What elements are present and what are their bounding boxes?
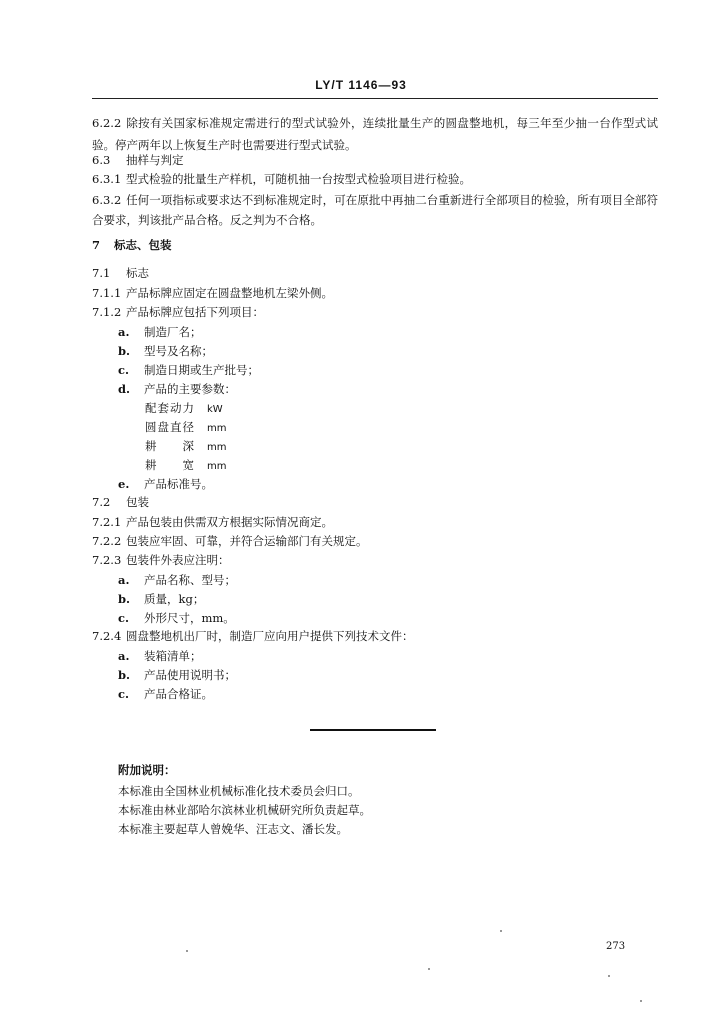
clause-title: 抽样与判定 <box>126 153 184 167</box>
list-text: 产品合格证。 <box>144 687 213 701</box>
clause-7-1-1 <box>92 286 333 300</box>
clause-7-2-4 <box>92 629 414 643</box>
list-text: 产品的主要参数： <box>144 382 236 396</box>
list-item <box>118 572 236 588</box>
clause-text: 产品标牌应固定在圆盘整地机左梁外侧。 <box>126 286 333 300</box>
list-text: 产品标准号。 <box>144 477 213 491</box>
list-marker: d. <box>118 382 131 396</box>
scan-speck <box>186 950 188 952</box>
notes-title: 附加说明： <box>118 763 176 777</box>
parameter-row <box>145 457 226 473</box>
clause-title: 包装 <box>126 495 149 509</box>
list-marker: c. <box>118 687 130 701</box>
list-marker: a. <box>118 649 130 663</box>
list-item <box>118 381 236 397</box>
parameter-unit: mm <box>207 423 227 434</box>
clause-number: 6.3 <box>92 153 111 167</box>
list-text: 制造日期或生产批号； <box>144 363 259 377</box>
list-marker: c. <box>118 363 130 377</box>
list-marker: b. <box>118 592 131 606</box>
clause-6-3-1 <box>92 172 471 186</box>
scan-speck <box>640 1000 642 1002</box>
clause-7-2-1 <box>92 515 333 529</box>
header-rule <box>92 98 658 99</box>
list-item <box>118 591 204 607</box>
note-line: 本标准由林业部哈尔滨林业机械研究所负责起草。 <box>118 803 371 817</box>
clause-6-3-2 <box>92 190 658 230</box>
clause-text: 产品包装由供需双方根据实际情况商定。 <box>126 515 333 529</box>
clause-title: 标志 <box>126 266 149 280</box>
list-marker: c. <box>118 611 130 625</box>
page-number: 273 <box>606 941 626 952</box>
list-item <box>118 324 202 340</box>
list-item <box>118 343 213 359</box>
end-rule <box>310 729 436 731</box>
clause-text: 包装件外表应注明： <box>126 553 230 567</box>
parameter-unit: mm <box>207 442 227 453</box>
clause-number: 7.2.4 <box>92 629 122 643</box>
clause-text: 包装应牢固、可靠，并符合运输部门有关规定。 <box>126 534 368 548</box>
list-item <box>118 476 213 492</box>
clause-number: 7.1.2 <box>92 305 122 319</box>
clause-number: 7.2 <box>92 495 111 509</box>
chapter-7-heading <box>92 238 172 252</box>
clause-number: 7.2.3 <box>92 553 122 567</box>
parameter-row <box>145 400 223 416</box>
clause-number: 7.2.2 <box>92 534 122 548</box>
scan-speck <box>608 975 610 977</box>
clause-7-1-2 <box>92 305 264 319</box>
scan-speck <box>428 968 430 970</box>
clause-number: 6.3.2 <box>92 193 122 207</box>
clause-6-2-2 <box>92 112 658 156</box>
clause-text: 型式检验的批量生产样机，可随机抽一台按型式检验项目进行检验。 <box>126 172 471 186</box>
parameter-unit: mm <box>207 461 227 472</box>
clause-7-2 <box>92 495 149 509</box>
clause-number: 7.1.1 <box>92 286 122 300</box>
clause-6-3 <box>92 153 184 167</box>
list-marker: e. <box>118 477 130 491</box>
clause-number: 6.2.2 <box>92 116 122 130</box>
parameter-name: 配套动力 <box>145 401 195 415</box>
parameter-row <box>145 419 226 435</box>
list-text: 制造厂名； <box>144 325 202 339</box>
clause-text: 任何一项指标或要求达不到标准规定时，可在原批中再抽二台重新进行全部项目的检验，所有项目全部符合要求，判该批产品合格。反之判为不合格。 <box>92 193 658 227</box>
scan-speck <box>500 930 502 932</box>
parameter-row <box>145 438 226 454</box>
list-item <box>118 610 235 626</box>
list-marker: a. <box>118 573 130 587</box>
list-marker: b. <box>118 344 131 358</box>
clause-number: 7.1 <box>92 266 111 280</box>
list-item <box>118 362 259 378</box>
list-marker: a. <box>118 325 130 339</box>
list-text: 产品名称、型号； <box>144 573 236 587</box>
list-item <box>118 648 202 664</box>
parameter-unit: kW <box>207 404 223 415</box>
list-text: 装箱清单； <box>144 649 202 663</box>
list-text: 外形尺寸，mm。 <box>144 611 235 625</box>
clause-text: 圆盘整地机出厂时，制造厂应向用户提供下列技术文件： <box>126 629 414 643</box>
list-text: 型号及名称； <box>144 344 213 358</box>
clause-7-2-2 <box>92 534 368 548</box>
list-text: 产品使用说明书； <box>144 668 236 682</box>
clause-text: 产品标牌应包括下列项目： <box>126 305 264 319</box>
list-text: 质量，kg； <box>144 592 205 606</box>
list-item <box>118 667 236 683</box>
clause-7-1 <box>92 266 149 280</box>
parameter-name: 耕 深 <box>145 439 195 453</box>
clause-number: 6.3.1 <box>92 172 122 186</box>
clause-7-2-3 <box>92 553 230 567</box>
list-item <box>118 686 213 702</box>
standard-code-header: LY/T 1146—93 <box>315 78 407 92</box>
chapter-number: 7 <box>92 238 101 252</box>
list-marker: b. <box>118 668 131 682</box>
clause-number: 7.2.1 <box>92 515 122 529</box>
chapter-title: 标志、包装 <box>114 238 172 252</box>
clause-text: 除按有关国家标准规定需进行的型式试验外，连续批量生产的圆盘整地机，每三年至少抽一台作型式试验。停产两年以上恢复生产时也需要进行型式试验。 <box>92 116 658 152</box>
parameter-name: 耕 宽 <box>145 458 195 472</box>
parameter-name: 圆盘直径 <box>145 420 195 434</box>
note-line: 本标准由全国林业机械标准化技术委员会归口。 <box>118 784 360 798</box>
note-line: 本标准主要起草人曾娩华、汪志文、潘长发。 <box>118 822 348 836</box>
